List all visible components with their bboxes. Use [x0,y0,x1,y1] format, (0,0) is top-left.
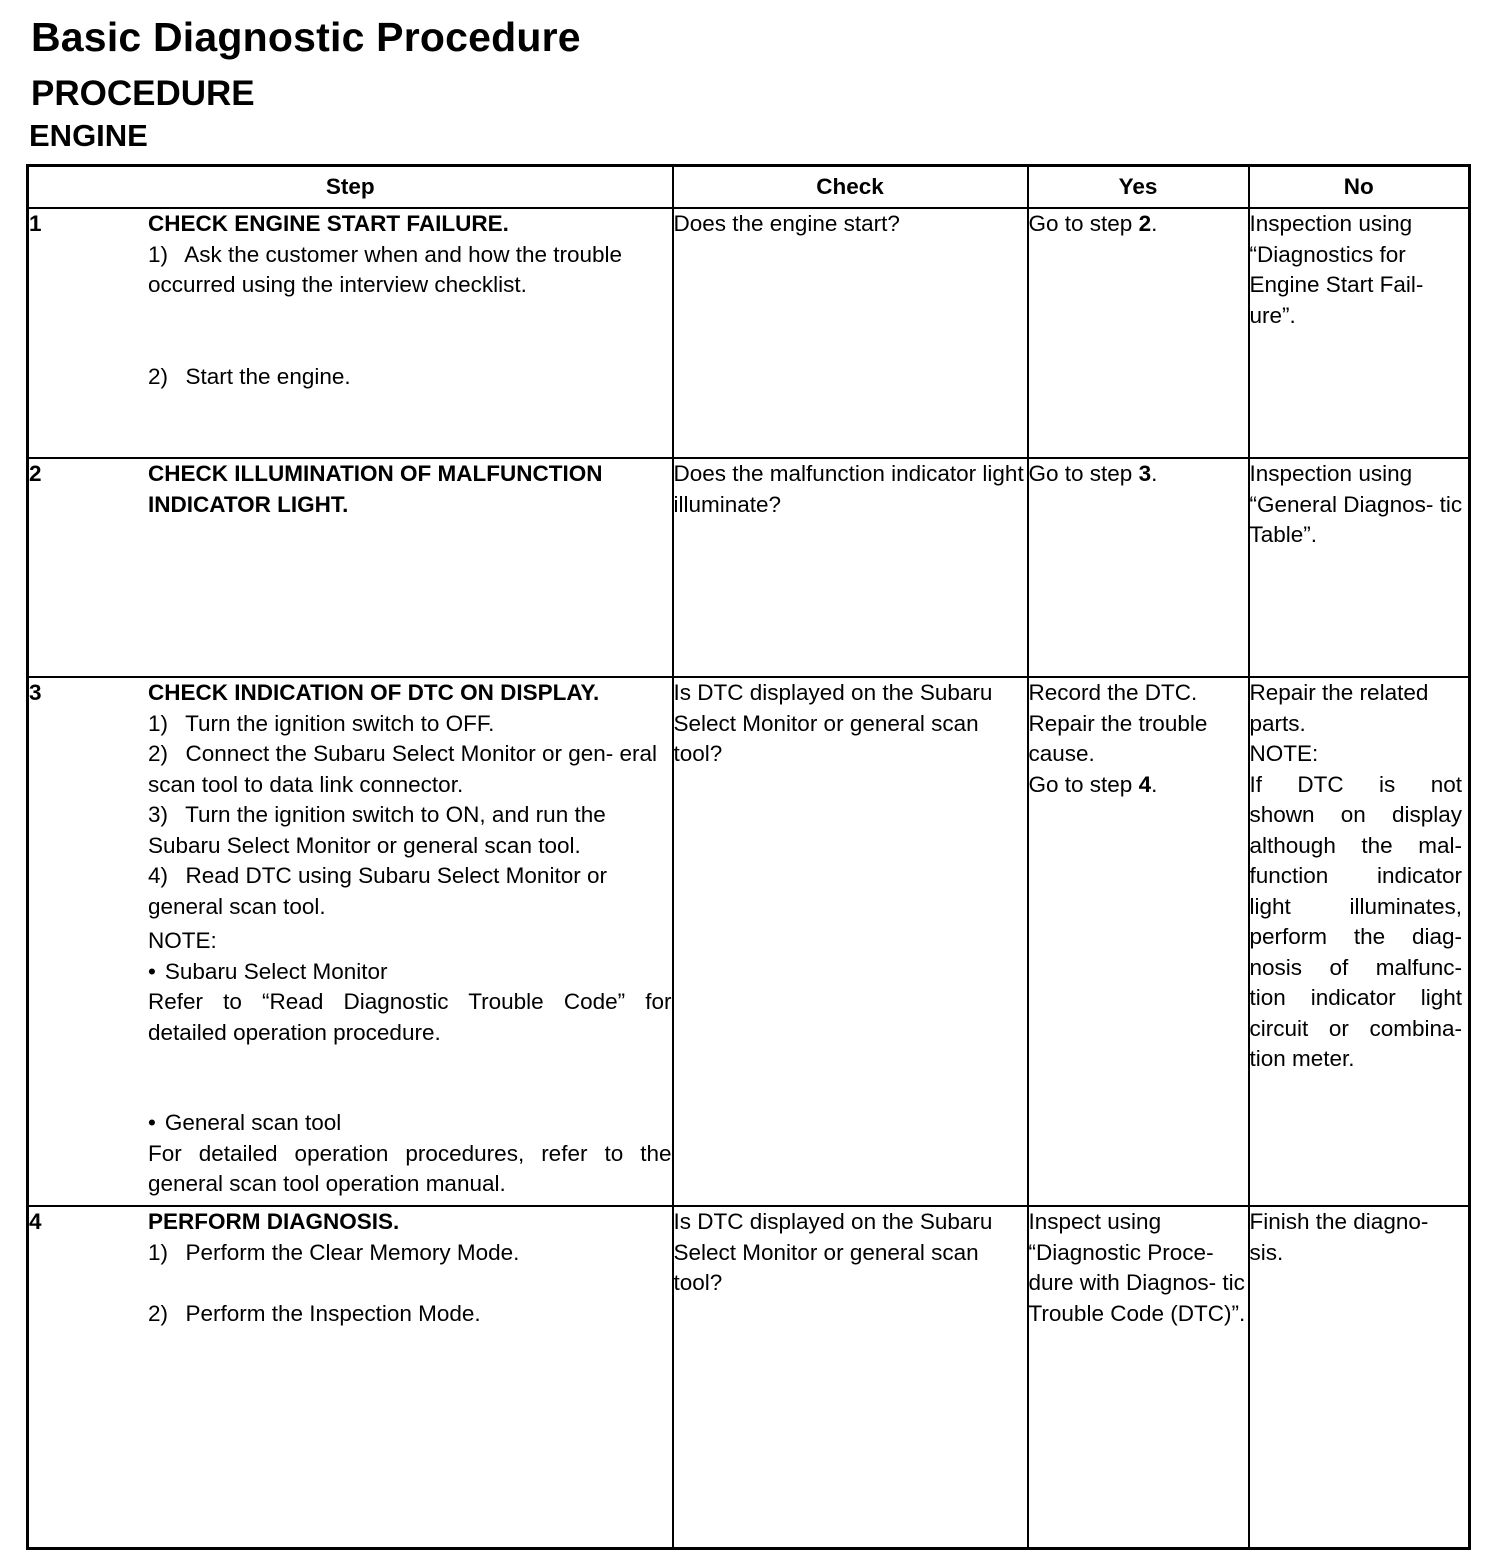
no-line: nosis of malfunc- [1249,954,1462,980]
step-instruction: 4) Read DTC using Subaru Select Monitor or general scan tool. [148,863,607,919]
no-line: Repair the related parts. [1249,680,1429,736]
column-header-yes: Yes [1028,166,1249,209]
step-instruction: 3) Turn the ignition switch to ON, and run the Subaru Select Monitor or general scan tool. [148,802,606,858]
yes-text: Go to step [1028,461,1139,486]
step-instruction: 2) Connect the Subaru Select Monitor or gen- eral scan tool to data link connector. [148,741,658,797]
procedure-heading: PROCEDURE [31,74,255,113]
step-cell [28,208,673,458]
page-title: Basic Diagnostic Procedure [31,14,581,60]
yes-cell: Inspect using “Diagnostic Proce- dure with Diagnos- tic Trouble Code (DTC)”. [1028,1206,1249,1548]
step-number: 2 [29,461,42,486]
step-instruction: 1) Perform the Clear Memory Mode. [148,1239,520,1265]
step-instruction: 2) Perform the Inspection Mode. [148,1301,481,1326]
next-step-link[interactable]: 3 [1138,461,1152,486]
no-cell: Inspection using “Diagnostics for Engine Start Fail- ure”. [1249,208,1470,458]
no-cell: Finish the diagno- sis. [1249,1206,1470,1548]
no-cell [1249,677,1470,1206]
step-instruction: 2) Start the engine. [148,363,351,389]
diagnostic-table [26,164,1471,1550]
table-row-step-3 [28,677,1470,1206]
step-instruction: 1) Turn the ignition switch to OFF. [148,710,495,736]
engine-heading: ENGINE [29,118,148,153]
no-note-label: NOTE: [1249,741,1319,766]
no-line: shown on display [1249,802,1462,827]
no-line: although the mal- [1249,832,1462,858]
table-row-step-1 [28,208,1470,458]
no-line: If DTC is not [1249,771,1462,797]
yes-text-end: . [1151,211,1158,236]
no-line: function indicator [1249,863,1462,888]
column-header-step: Step [28,166,673,209]
note-text: Refer to “Read Diagnostic Trouble Code” for detailed operation procedure. [148,989,672,1045]
check-cell: Is DTC displayed on the Subaru Select Monitor or general scan tool? [673,677,1028,1206]
no-line: circuit or combina- [1249,1015,1462,1041]
yes-cell [1028,677,1249,1206]
column-header-no: No [1249,166,1470,209]
check-cell: Does the engine start? [673,208,1028,458]
next-step-link[interactable]: 2 [1138,211,1152,236]
yes-text: Go to step [1028,771,1139,797]
no-line: tion meter. [1249,1046,1355,1071]
table-row-step-2 [28,458,1470,677]
yes-text: Go to step [1028,211,1139,236]
step-title: PERFORM DIAGNOSIS. [148,1209,400,1234]
step-title: CHECK ENGINE START FAILURE. [148,211,509,236]
step-cell [28,677,673,1206]
yes-text-end: . [1151,461,1158,486]
note-bullet: • General scan tool [148,1108,672,1139]
note-label: NOTE: [148,928,217,953]
step-cell [28,458,673,677]
next-step-link[interactable]: 4 [1138,771,1152,797]
note-bullet: • Subaru Select Monitor [148,957,672,988]
step-number: 1 [29,211,42,236]
step-number: 3 [29,680,42,705]
yes-text-end: . [1151,771,1158,797]
no-line: light illuminates, [1249,893,1462,919]
no-line: perform the diag- [1249,924,1462,949]
check-cell: Does the malfunction indicator light illuminate? [673,458,1028,677]
yes-cell [1028,458,1249,677]
check-cell: Is DTC displayed on the Subaru Select Monitor or general scan tool? [673,1206,1028,1548]
step-cell [28,1206,673,1548]
step-instruction: 1) Ask the customer when and how the trouble occurred using the interview checklist. [148,241,623,297]
no-line: tion indicator light [1249,985,1462,1010]
yes-line: Repair the trouble cause. [1028,710,1208,766]
step-title: CHECK ILLUMINATION OF MALFUNCTION INDICATOR LIGHT. [148,461,603,517]
table-row-step-4 [28,1206,1470,1548]
yes-line: Record the DTC. [1028,680,1198,705]
column-header-check: Check [673,166,1028,209]
step-number: 4 [29,1209,42,1234]
note-text: For detailed operation procedures, refer to the general scan tool operation manual. [148,1140,672,1196]
table-header-row [28,166,1470,209]
yes-cell [1028,208,1249,458]
step-title: CHECK INDICATION OF DTC ON DISPLAY. [148,680,600,705]
no-cell: Inspection using “General Diagnos- tic Table”. [1249,458,1470,677]
